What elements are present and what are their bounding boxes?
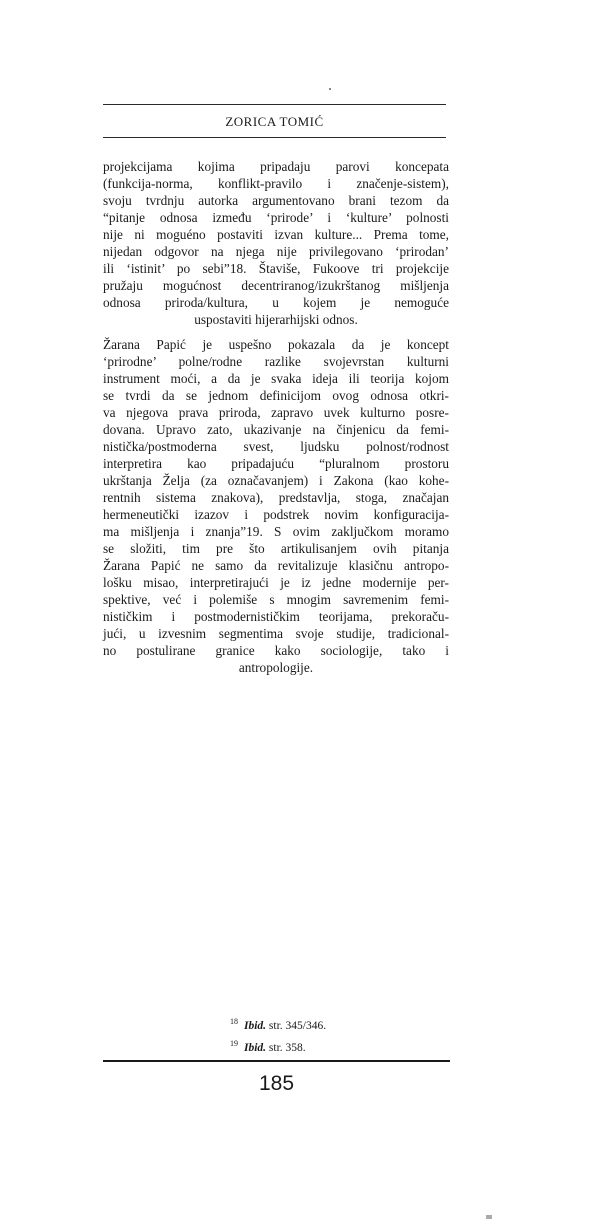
text-line: interpretira kao pripadajuću “pluralnom prostoru [103, 456, 449, 471]
text-line: nije ni moguéno postaviti izvan kulture... Prema tome, [103, 227, 449, 242]
page-number: 185 [258, 1072, 295, 1095]
text-line: nistička/postmoderna svest, ljudsku polnost/rodnost [103, 439, 449, 454]
text-line: instrument moći, a da je svaka ideja ili teorija kojom [103, 371, 449, 386]
text-line: (funkcija-norma, konflikt-pravilo i značenje-sistem), [103, 176, 449, 191]
text-line: hermeneutički izazov i podstrek novim konfiguracija- [103, 507, 449, 522]
text-line: se tvrdi da se jednom definicijom ovog odnosa otkri- [103, 388, 449, 403]
text-line: va njegova prava priroda, zapravo uvek kulturno posre- [103, 405, 449, 420]
text-line: svoju tvrdnju autorka argumentovano brani tezom da [103, 193, 449, 208]
text-line: ‘prirodne’ polne/rodne razlike svojevrstan kulturni [103, 354, 449, 369]
footnote-ref: Ibid. [244, 1041, 267, 1054]
paragraph-2 [103, 336, 449, 676]
text-line: Žarana Papić je uspešno pokazala da je koncept [103, 337, 449, 352]
text-line: odnosa priroda/kultura, u kojem je nemoguće [103, 295, 449, 310]
text-line: spektive, već i polemiše s mnogim savremenim femi- [103, 592, 449, 607]
footnote-number: 19 [230, 1038, 238, 1048]
text-line: rentnih sistema znakova), predstavlja, stoga, značajan [103, 490, 449, 505]
footer-rule [103, 1060, 450, 1062]
text-line: projekcijama kojima pripadaju parovi koncepata [103, 159, 449, 174]
text-line: Žarana Papić ne samo da revitalizuje klasičnu antropo- [103, 558, 449, 573]
text-line: pružaju mogućnost decentriranog/izukrštanog mišljenja [103, 278, 449, 293]
speck [329, 88, 331, 90]
text-line: ma mišljenja i znanja”19. S ovim zaključkom moramo [103, 524, 449, 539]
text-line: antropologije. [238, 660, 314, 675]
text-line: “pitanje odnosa između ‘prirode’ i ‘kulture’ polnosti [103, 210, 449, 225]
footnote-18 [230, 1013, 326, 1035]
footnote-text: str. 345/346. [268, 1019, 327, 1032]
text-line: jući, u izvesnim segmentima svoje studije, tradicional- [103, 626, 449, 641]
footnote-number: 18 [230, 1017, 238, 1026]
text-line: uspostaviti hijerarhijski odnos. [194, 312, 358, 327]
text-line: nijedan odgovor na njega nije privilegovano ‘prirodan’ [103, 244, 449, 259]
speck [486, 1215, 492, 1219]
running-header: ZORICA TOMIĆ [225, 114, 324, 129]
text-line: se složiti, tim pre što artikulisanjem ovih pitanja [103, 541, 449, 556]
text-line: dovana. Upravo zato, ukazivanje na činjenicu da femi- [103, 422, 449, 437]
header-top-rule [103, 104, 446, 105]
text-line: lošku misao, interpretirajući je iz jedne modernije per- [103, 575, 449, 590]
footnote-ref: Ibid. [244, 1019, 267, 1032]
footnote-text: str. 358. [268, 1041, 306, 1054]
text-line: nističkim i postmodernističkim teorijama, prekoraču- [103, 609, 449, 624]
text-line: ukrštanja Želja (za označavanjem) i Zakona (kao kohe- [103, 473, 449, 488]
footnotes [230, 1013, 326, 1057]
paragraph-1 [103, 158, 449, 328]
footnote-19 [230, 1035, 326, 1057]
text-line: no postulirane granice kako sociologije, tako i [103, 643, 449, 658]
text-line: ili ‘istinit’ po sebi”18. Štaviše, Fukoove tri projekcije [103, 261, 449, 276]
header-bottom-rule [103, 137, 446, 138]
